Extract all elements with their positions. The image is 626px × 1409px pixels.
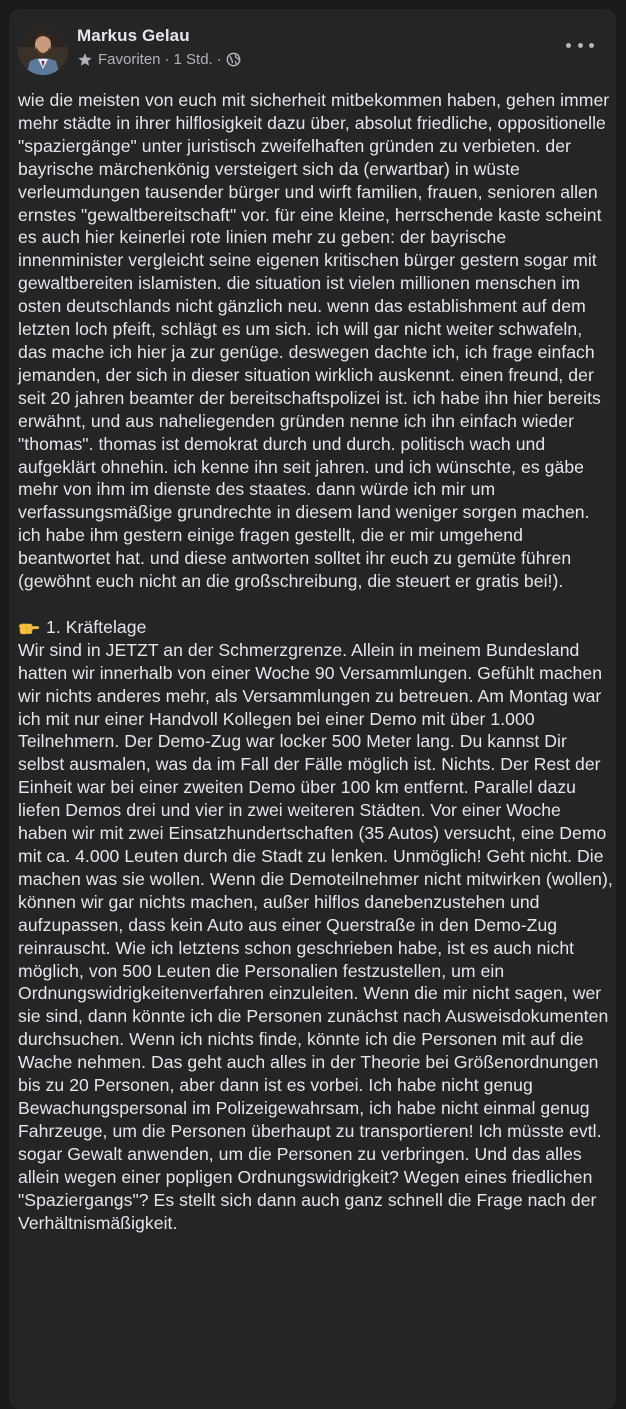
audience-label[interactable]: Favoriten: [98, 51, 161, 68]
timestamp[interactable]: 1 Std.: [173, 51, 213, 68]
meta-separator: ·: [216, 51, 222, 68]
post-meta: [77, 51, 241, 68]
meta-separator: ·: [164, 51, 170, 68]
avatar-image: [18, 25, 68, 75]
section-heading: [18, 616, 613, 639]
post-header: [9, 9, 616, 89]
more-options-icon[interactable]: [566, 37, 594, 53]
paragraph-gap: [18, 593, 613, 616]
globe-icon[interactable]: [226, 52, 241, 67]
avatar[interactable]: [18, 25, 68, 75]
post-intro-text: wie die meisten von euch mit sicherheit mitbekommen haben, gehen immer mehr städte in ihrer hilflosigkeit dazu über, absolut friedliche, oppositionelle "spaziergänge" unter juristisch zweifelhaften gründen zu verbieten. der bayrische märchenkönig versteigert sich da (erwartbar) in wüste verleumdungen tausender bürger und wirft familien, frauen, senioren allen ernstes "gewaltbereitschaft" vor. für eine kleine, herrschende kaste scheint es auch hier keinerlei rote linien mehr zu geben: der bayrische innenminister vergleicht seine eigenen kritischen bürger gestern sogar mit gewaltbereiten islamisten. die situation ist vielen millionen menschen im osten deutschlands nicht gänzlich neu. wenn das establishment auf dem letzten loch pfeift, schlägt es um sich. ich will gar nicht weiter schwafeln, das mache ich hier ja zur genüge. deswegen dachte ich, ich frage einfach jemanden, der sich in dieser situation wirklich auskennt. einen freund, der seit 20 jahren beamter der bereitschaftspolizei ist. ich habe ihn hier bereits erwähnt, und aus naheliegenden gründen nenne ich ihn einfach wieder "thomas". thomas ist demokrat durch und durch. politisch wach und aufgeklärt ohnehin. ich kenne ihn seit jahren. und ich wünschte, es gäbe mehr von ihm im dienste des staates. dann würde ich mir um verfassungsmäßige grundrechte in diesem land weniger sorgen machen. ich habe ihm gestern einige fragen gestellt, die er mir umgehend beantwortet hat. und diese antworten solltet ihr euch zu gemüte führen (gewöhnt euch nicht an die großschreibung, die steuert er gratis bei!).: [18, 90, 610, 592]
post-card: [9, 9, 616, 1409]
author-name[interactable]: Markus Gelau: [77, 26, 190, 45]
star-icon: [77, 52, 93, 68]
section-text: Wir sind in JETZT an der Schmerzgrenze. Allein in meinem Bundesland hatten wir innerhalb von einer Woche 90 Versammlungen. Gefühlt machen wir nichts anderes mehr, als Versammlungen zu betreuen. Am Montag war ich mit nur einer Handvoll Kollegen bei einer Demo mit über 1.000 Teilnehmern. Der Demo-Zug war locker 500 Meter lang. Du kannst Dir selbst ausmalen, was da im Fall der Fälle möglich ist. Nichts. Der Rest der Einheit war bei einer zweiten Demo über 100 km entfernt. Parallel dazu liefen Demos drei und vier in zwei weiteren Städten. Vor einer Woche haben wir mit zwei Einsatzhundertschaften (35 Autos) versucht, eine Demo mit ca. 4.000 Leuten durch die Stadt zu lenken. Unmöglich! Geht nicht. Die machen was sie wollen. Wenn die Demoteilnehmer nicht mitwirken (wollen), können wir gar nichts machen, außer hilflos danebenzustehen und aufzupassen, dass kein Auto aus einer Querstraße in den Demo-Zug reinrauscht. Wie ich letztens schon geschrieben habe, ist es auch nicht möglich, von 500 Leuten die Personalien festzustellen, um ein Ordnungswidrigkeitenverfahren einzuleiten. Wenn die mir nicht sagen, wer sie sind, dann könnte ich die Personen zunächst nach Ausweisdokumenten durchsuchen. Wenn ich nichts finde, könnte ich die Personen mit auf die Wache nehmen. Das geht auch alles in der Theorie bei Größenordnungen bis zu 20 Personen, aber dann ist es vorbei. Ich habe nicht genug Bewachungspersonal im Polizeigewahrsam, ich habe nicht einmal genug Fahrzeuge, um die Personen überhaupt zu transportieren! Ich müsste evtl. sogar Gewalt anwenden, um die Personen zu verbringen. Und das alles allein wegen einer popligen Ordnungswidrigkeit? Wegen eines friedlichen "Spaziergangs"? Es stellt sich dann auch ganz schnell die Frage nach der Verhältnismäßigkeit.: [18, 639, 613, 1233]
post-body: [18, 89, 613, 1234]
section-title: 1. Kräftelage: [46, 616, 147, 637]
pointing-hand-icon: [18, 618, 40, 636]
